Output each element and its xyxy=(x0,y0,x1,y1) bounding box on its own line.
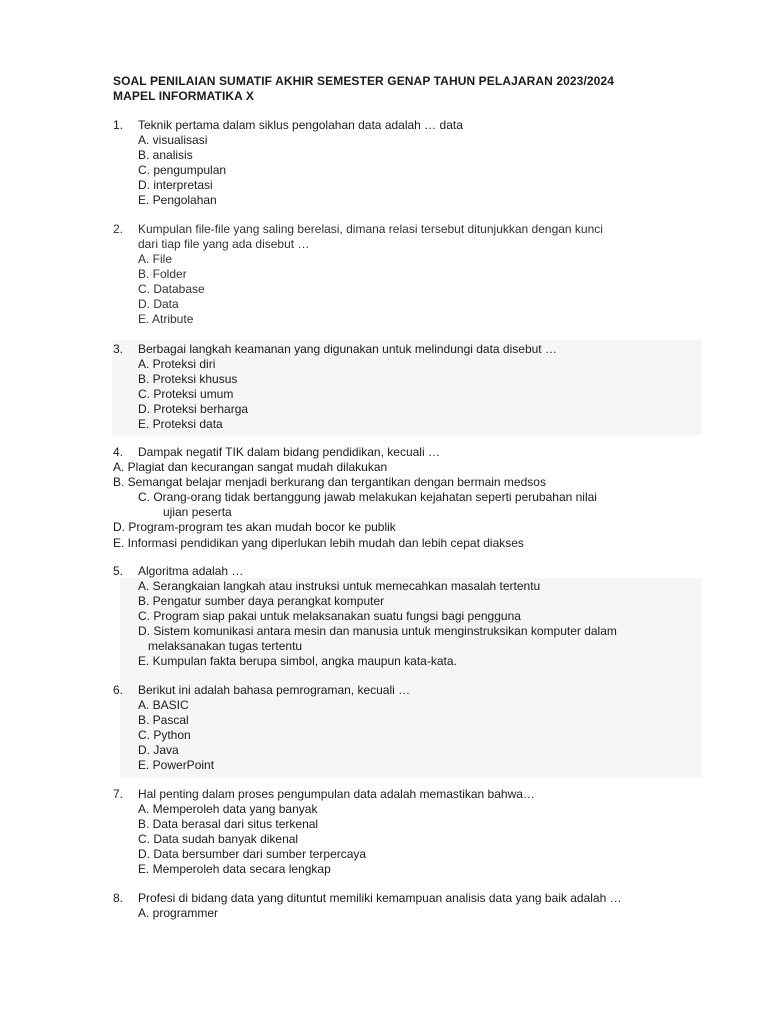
option-b: B. analisis xyxy=(138,148,193,162)
option-b: B. Semangat belajar menjadi berkurang dan tergantikan dengan bermain medsos xyxy=(113,475,546,489)
option-e: E. Atribute xyxy=(138,312,194,326)
option-b: B. Data berasal dari situs terkenal xyxy=(138,817,319,831)
option-d: D. Sistem komunikasi antara mesin dan manusia untuk menginstruksikan komputer dalam xyxy=(138,624,617,638)
question-number: 5. xyxy=(113,564,124,578)
option-c: C. Proteksi umum xyxy=(138,387,234,401)
option-a: A. visualisasi xyxy=(138,133,208,147)
question-text: Teknik pertama dalam siklus pengolahan data adalah … data xyxy=(138,118,463,132)
option-b: B. Proteksi khusus xyxy=(138,372,238,386)
question-number: 7. xyxy=(113,787,124,801)
option-e: E. Memperoleh data secara lengkap xyxy=(138,862,331,876)
option-a: A. Serangkaian langkah atau instruksi untuk memecahkan masalah tertentu xyxy=(138,579,541,593)
option-d: D. Data xyxy=(138,297,179,311)
option-c: C. Database xyxy=(138,282,205,296)
option-c: C. Python xyxy=(138,728,191,742)
question-text: Berikut ini adalah bahasa pemrograman, kecuali … xyxy=(138,683,411,697)
question-text-continued: dari tiap file yang ada disebut … xyxy=(138,237,310,251)
option-d-continued: melaksanakan tugas tertentu xyxy=(148,639,303,653)
option-a: A. BASIC xyxy=(138,698,189,712)
option-a: A. File xyxy=(138,252,173,266)
question-text: Hal penting dalam proses pengumpulan data adalah memastikan bahwa… xyxy=(138,787,535,801)
question-number: 2. xyxy=(113,222,124,236)
question-number: 4. xyxy=(113,445,124,459)
option-d: D. Program-program tes akan mudah bocor ke publik xyxy=(113,520,396,534)
option-c: C. Orang-orang tidak bertanggung jawab melakukan kejahatan seperti perubahan nilai xyxy=(138,490,597,504)
option-c: C. pengumpulan xyxy=(138,163,227,177)
document-subtitle: MAPEL INFORMATIKA X xyxy=(113,89,255,103)
option-c: C. Data sudah banyak dikenal xyxy=(138,832,299,846)
option-b: B. Pascal xyxy=(138,713,189,727)
option-e: E. Proteksi data xyxy=(138,417,223,431)
option-a: A. Memperoleh data yang banyak xyxy=(138,802,318,816)
option-d: D. Proteksi berharga xyxy=(138,402,249,416)
question-number: 6. xyxy=(113,683,124,697)
question-text: Berbagai langkah keamanan yang digunakan untuk melindungi data disebut … xyxy=(138,342,557,356)
option-e: E. Pengolahan xyxy=(138,193,217,207)
option-c-continued: ujian peserta xyxy=(163,505,232,519)
option-a: A. Proteksi diri xyxy=(138,357,216,371)
option-b: B. Pengatur sumber daya perangkat komputer xyxy=(138,594,385,608)
option-a: A. Plagiat dan kecurangan sangat mudah dilakukan xyxy=(113,460,388,474)
option-e: E. PowerPoint xyxy=(138,758,215,772)
question-number: 3. xyxy=(113,342,124,356)
question-number: 8. xyxy=(113,891,124,905)
option-c: C. Program siap pakai untuk melaksanakan suatu fungsi bagi pengguna xyxy=(138,609,521,623)
option-e: E. Kumpulan fakta berupa simbol, angka maupun kata-kata. xyxy=(138,654,457,668)
option-a: A. programmer xyxy=(138,906,219,920)
question-text: Algoritma adalah … xyxy=(138,564,244,578)
option-b: B. Folder xyxy=(138,267,187,281)
question-text: Kumpulan file-file yang saling berelasi, dimana relasi tersebut ditunjukkan dengan kunci xyxy=(138,222,603,236)
question-text: Profesi di bidang data yang dituntut memiliki kemampuan analisis data yang baik adalah … xyxy=(138,891,622,905)
document-title: SOAL PENILAIAN SUMATIF AKHIR SEMESTER GENAP TAHUN PELAJARAN 2023/2024 xyxy=(113,74,614,88)
question-text: Dampak negatif TIK dalam bidang pendidikan, kecuali … xyxy=(138,445,440,459)
option-d: D. Data bersumber dari sumber terpercaya xyxy=(138,847,367,861)
option-d: D. Java xyxy=(138,743,179,757)
question-number: 1. xyxy=(113,118,124,132)
option-d: D. interpretasi xyxy=(138,178,213,192)
option-e: E. Informasi pendidikan yang diperlukan lebih mudah dan lebih cepat diakses xyxy=(113,536,524,550)
